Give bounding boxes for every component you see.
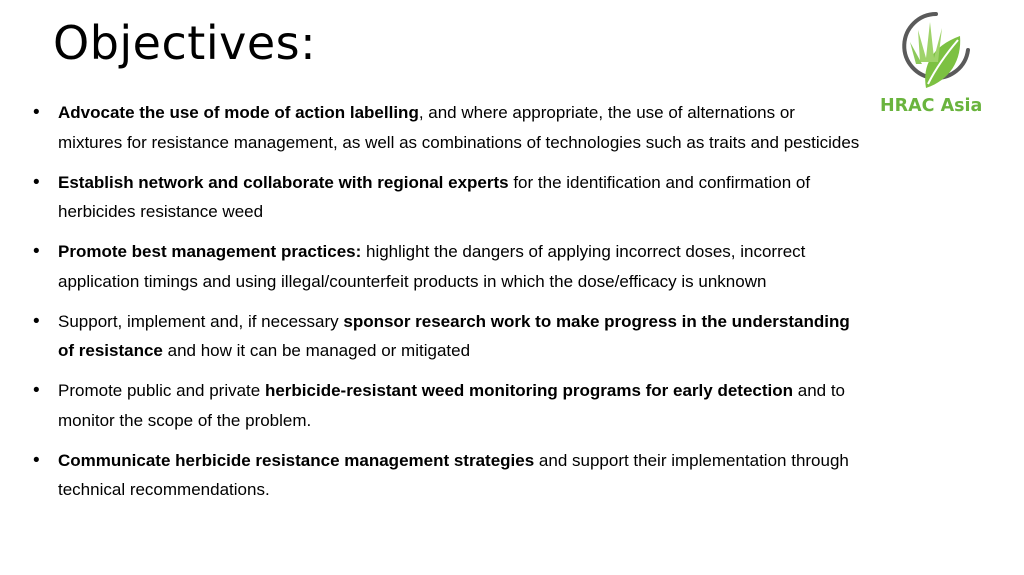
bullet-text: Support, implement and, if necessary (58, 311, 344, 331)
bullet-text: for the identification and confirmation of herbicides resistance weed (58, 172, 811, 221)
objectives-list (33, 98, 863, 515)
bullet-bold-text: Advocate the use of mode of action labelling (58, 103, 419, 122)
bullet-bold-text: Promote best management practices: (58, 242, 362, 261)
bullet-text: and how it can be managed or mitigated (162, 341, 471, 360)
bullet-text: , and where appropriate, the use of alternations or mixtures for resistance management, as well as combinations of technologies such as traits and pesticides (58, 103, 860, 152)
leaf-ring-icon (896, 8, 976, 94)
logo-text: HRAC Asia (880, 96, 983, 116)
page-title: Objectives: (53, 16, 317, 70)
bullet-text: and to monitor the scope of the problem. (58, 381, 846, 430)
list-item (33, 446, 863, 505)
list-item (33, 98, 863, 157)
list-item (33, 307, 863, 366)
list-item (33, 168, 863, 227)
bullet-bold-text: Establish network and collaborate with regional experts (58, 172, 509, 192)
bullet-text: and support their implementation through technical recommendations. (58, 450, 849, 499)
bullet-text: Promote public and private (58, 381, 265, 400)
hrac-asia-logo (878, 8, 996, 124)
list-item (33, 237, 863, 296)
bullet-bold-text: sponsor research work to make progress in the understanding of resistance (58, 311, 850, 360)
list-item (33, 376, 863, 435)
bullet-text: highlight the dangers of applying incorrect doses, incorrect application timings and using illegal/counterfeit products in which the dose/efficacy is unknown (58, 242, 806, 291)
bullet-bold-text: herbicide-resistant weed monitoring programs for early detection (264, 381, 794, 400)
bullet-bold-text: Communicate herbicide resistance management strategies (58, 450, 535, 470)
